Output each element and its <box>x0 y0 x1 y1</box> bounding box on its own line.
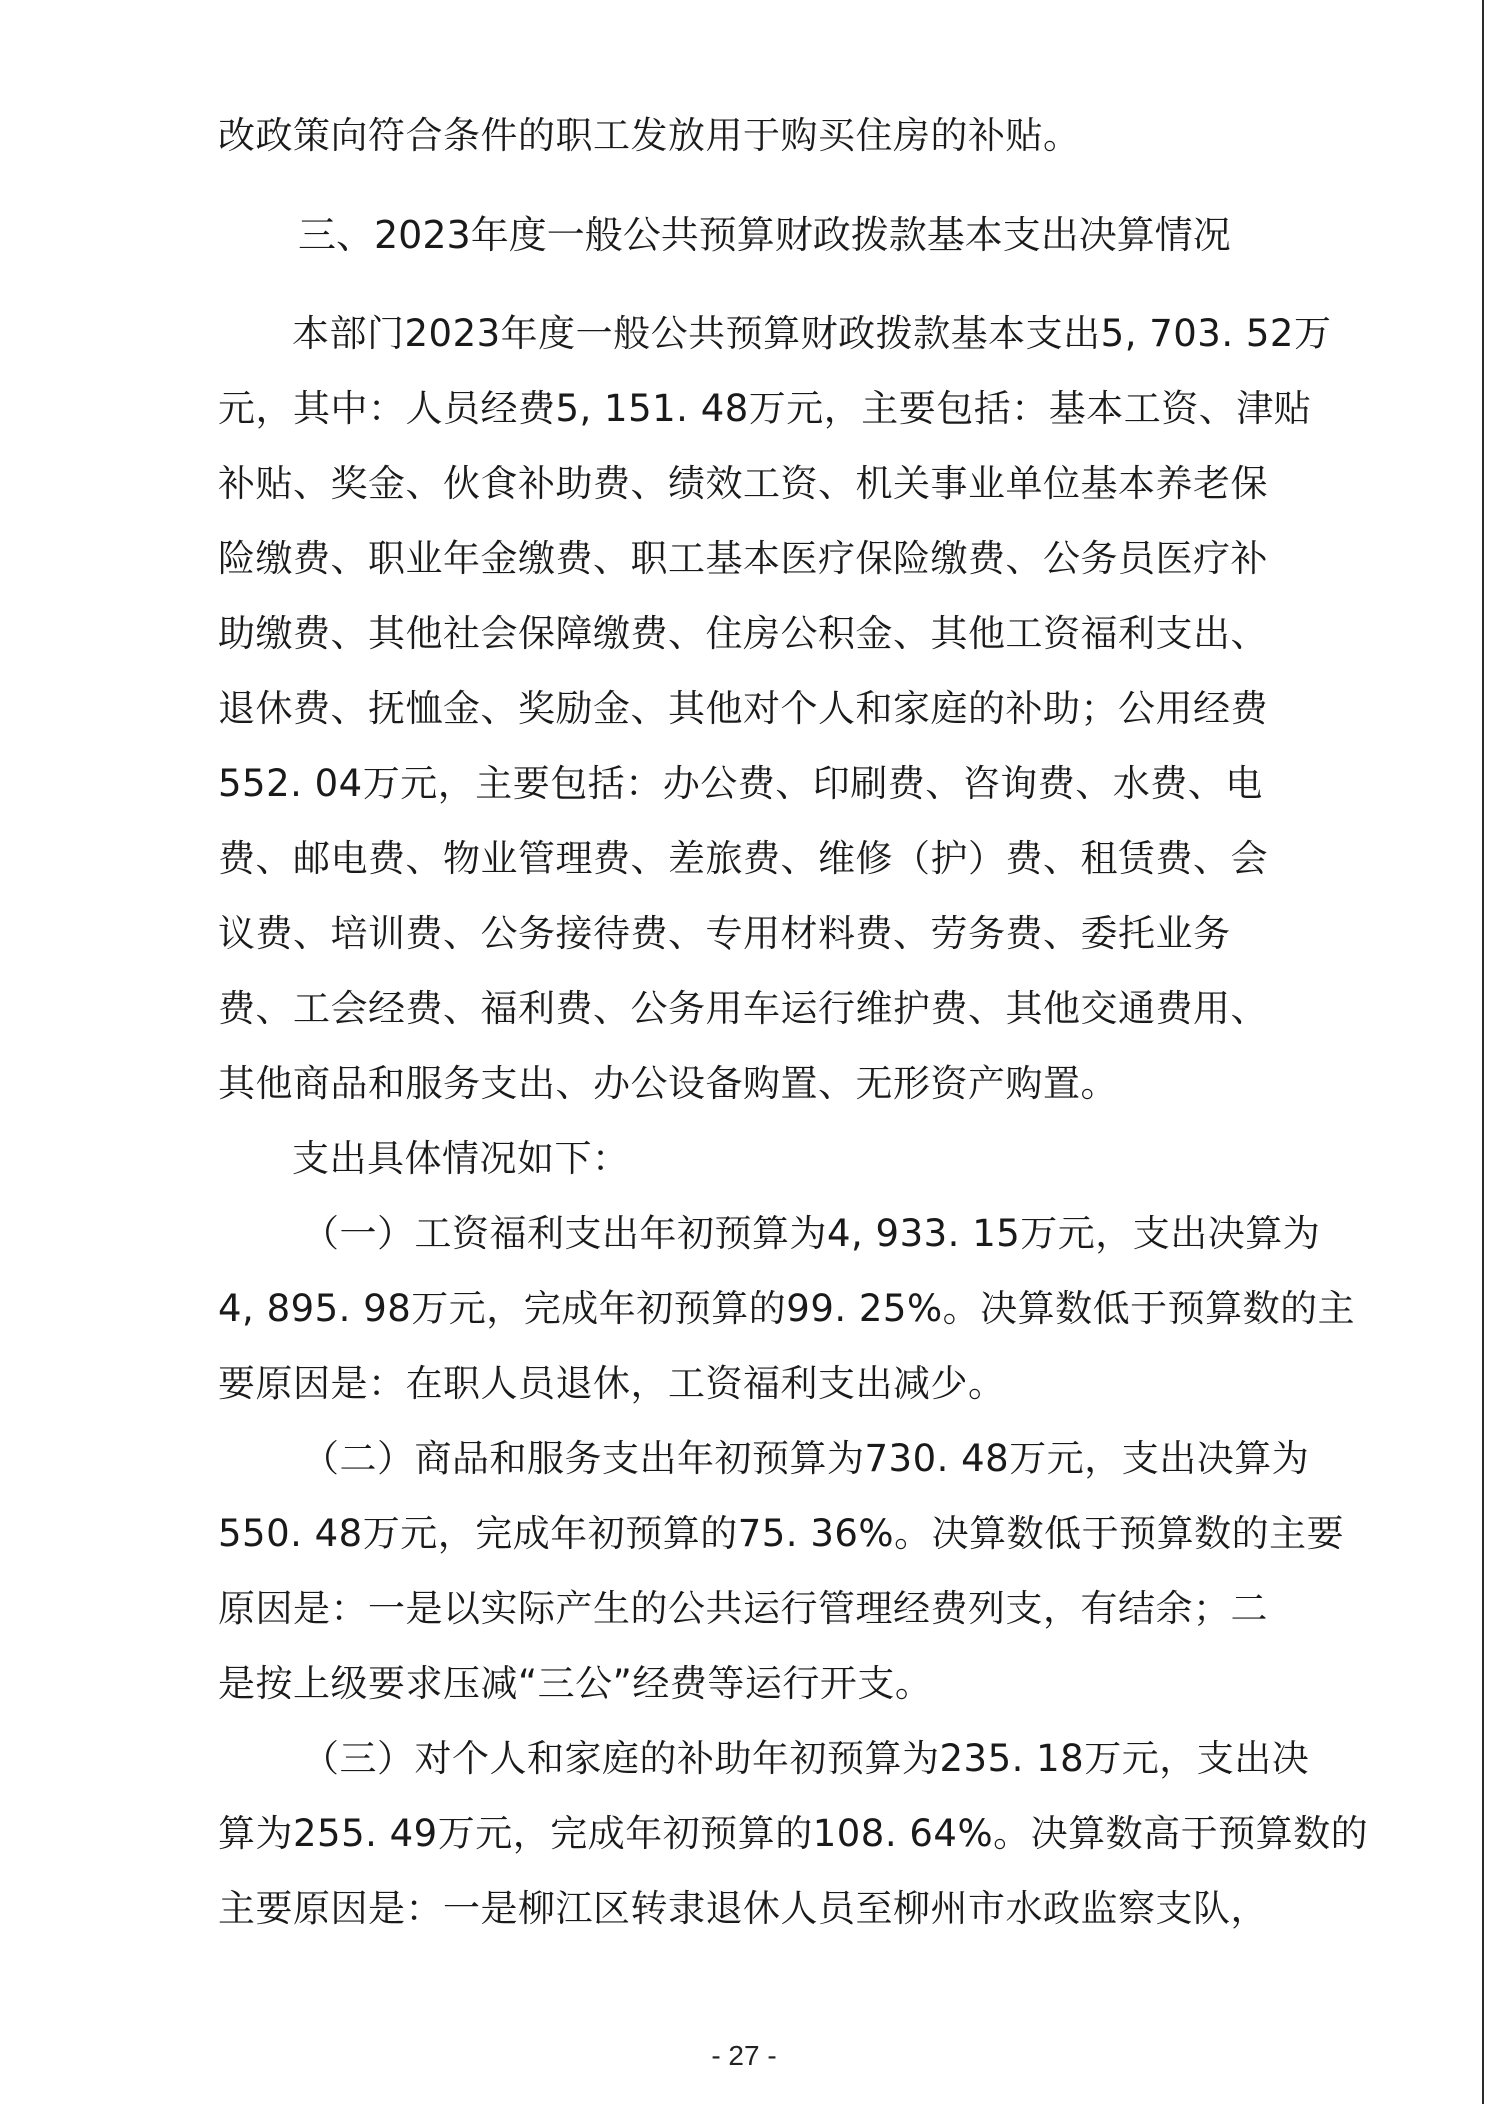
text-line: （二）商品和服务支出年初预算为730. 48万元，支出决算为 <box>302 1437 1310 1480</box>
text-line: 其他商品和服务支出、办公设备购置、无形资产购置。 <box>218 1062 1118 1105</box>
text-line: 费、邮电费、物业管理费、差旅费、维修（护）费、租赁费、会 <box>218 837 1268 880</box>
text-line: 是按上级要求压减“三公”经费等运行开支。 <box>218 1662 933 1705</box>
text-line: （三）对个人和家庭的补助年初预算为235. 18万元，支出决 <box>302 1737 1310 1780</box>
page-edge-line <box>1482 0 1484 2104</box>
text-line: 助缴费、其他社会保障缴费、住房公积金、其他工资福利支出、 <box>218 612 1268 655</box>
text-line: 议费、培训费、公务接待费、专用材料费、劳务费、委托业务 <box>218 912 1231 955</box>
text-line: 4, 895. 98万元，完成年初预算的99. 25%。决算数低于预算数的主 <box>218 1287 1356 1330</box>
text-line: （一）工资福利支出年初预算为4, 933. 15万元，支出决算为 <box>302 1212 1321 1255</box>
text-line: 主要原因是：一是柳江区转隶退休人员至柳州市水政监察支队， <box>218 1887 1268 1930</box>
text-line: 改政策向符合条件的职工发放用于购买住房的补贴。 <box>218 114 1081 157</box>
text-line: 算为255. 49万元，完成年初预算的108. 64%。决算数高于预算数的 <box>218 1812 1369 1855</box>
text-line: 原因是：一是以实际产生的公共运行管理经费列支，有结余；二 <box>218 1587 1268 1630</box>
text-line: 支出具体情况如下： <box>292 1137 630 1180</box>
section-heading: 三、2023年度一般公共预算财政拨款基本支出决算情况 <box>298 213 1231 257</box>
text-line: 552. 04万元，主要包括：办公费、印刷费、咨询费、水费、电 <box>218 762 1263 805</box>
text-line: 补贴、奖金、伙食补助费、绩效工资、机关事业单位基本养老保 <box>218 462 1268 505</box>
text-line: 元，其中：人员经费5, 151. 48万元，主要包括：基本工资、津贴 <box>218 387 1312 430</box>
text-line: 本部门2023年度一般公共预算财政拨款基本支出5, 703. 52万 <box>292 312 1332 355</box>
text-line: 要原因是：在职人员退休，工资福利支出减少。 <box>218 1362 1006 1405</box>
text-line: 费、工会经费、福利费、公务用车运行维护费、其他交通费用、 <box>218 987 1268 1030</box>
text-line: 险缴费、职业年金缴费、职工基本医疗保险缴费、公务员医疗补 <box>218 537 1268 580</box>
text-line: 退休费、抚恤金、奖励金、其他对个人和家庭的补助；公用经费 <box>218 687 1268 730</box>
document-body <box>218 98 1369 1946</box>
text-line: 550. 48万元，完成年初预算的75. 36%。决算数低于预算数的主要 <box>218 1512 1345 1555</box>
page-number: - 27 - <box>711 2040 777 2071</box>
